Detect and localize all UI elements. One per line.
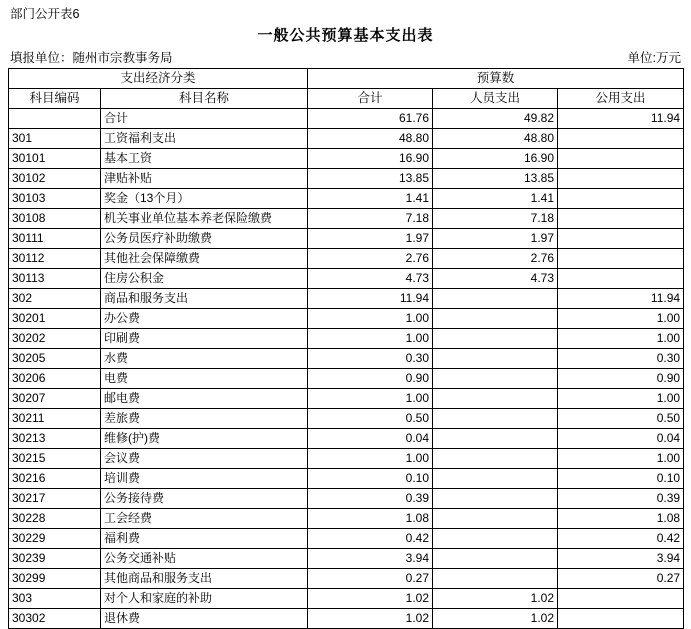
cell-subject-name: 差旅费: [101, 409, 308, 429]
cell-person-expense: [433, 429, 558, 449]
cell-public-expense: 0.90: [558, 369, 684, 389]
cell-code: 30202: [9, 329, 101, 349]
reporting-unit: 填报单位：随州市宗教事务局: [10, 51, 173, 65]
cell-total: 1.00: [308, 389, 433, 409]
cell-public-expense: 0.50: [558, 409, 684, 429]
cell-total: 0.39: [308, 489, 433, 509]
cell-subject-name: 福利费: [101, 529, 308, 549]
group-header-classification: 支出经济分类: [9, 69, 308, 89]
cell-subject-name: 商品和服务支出: [101, 289, 308, 309]
cell-person-expense: [433, 289, 558, 309]
table-row: [9, 189, 684, 209]
table-head: [9, 69, 684, 109]
cell-subject-name: 其他社会保障缴费: [101, 249, 308, 269]
cell-total: 16.90: [308, 149, 433, 169]
cell-total: 2.76: [308, 249, 433, 269]
cell-code: 30112: [9, 249, 101, 269]
cell-total: 0.27: [308, 569, 433, 589]
column-header-public: 公用支出: [558, 89, 684, 109]
table-row: [9, 129, 684, 149]
cell-person-expense: 1.41: [433, 189, 558, 209]
cell-subject-name: 基本工资: [101, 149, 308, 169]
cell-public-expense: 1.00: [558, 389, 684, 409]
cell-person-expense: [433, 569, 558, 589]
cell-subject-name: 办公费: [101, 309, 308, 329]
cell-person-expense: [433, 469, 558, 489]
cell-person-expense: [433, 349, 558, 369]
cell-public-expense: 0.39: [558, 489, 684, 509]
table-row: [9, 349, 684, 369]
cell-public-expense: [558, 249, 684, 269]
cell-total: 0.30: [308, 349, 433, 369]
cell-total: 13.85: [308, 169, 433, 189]
table-row: [9, 549, 684, 569]
cell-person-expense: [433, 369, 558, 389]
cell-code: 30302: [9, 609, 101, 629]
budget-table: [8, 68, 684, 629]
cell-code: 30211: [9, 409, 101, 429]
cell-person-expense: [433, 409, 558, 429]
cell-subject-name: 邮电费: [101, 389, 308, 409]
cell-subject-name: 工会经费: [101, 509, 308, 529]
cell-total: 0.50: [308, 409, 433, 429]
cell-public-expense: 0.42: [558, 529, 684, 549]
cell-public-expense: 0.04: [558, 429, 684, 449]
cell-public-expense: 0.27: [558, 569, 684, 589]
cell-person-expense: 7.18: [433, 209, 558, 229]
cell-code: 30229: [9, 529, 101, 549]
cell-code: 30217: [9, 489, 101, 509]
cell-total: 0.10: [308, 469, 433, 489]
table-row: [9, 229, 684, 249]
cell-public-expense: [558, 229, 684, 249]
cell-public-expense: 0.10: [558, 469, 684, 489]
table-row: [9, 449, 684, 469]
cell-public-expense: 11.94: [558, 109, 684, 129]
table-row: [9, 509, 684, 529]
table-row: [9, 369, 684, 389]
cell-total: 3.94: [308, 549, 433, 569]
cell-public-expense: [558, 129, 684, 149]
cell-code: 30201: [9, 309, 101, 329]
meta-row: [10, 50, 681, 66]
form-code: 部门公开表6: [10, 7, 80, 21]
cell-subject-name: 津贴补贴: [101, 169, 308, 189]
table-row: [9, 309, 684, 329]
cell-public-expense: 0.30: [558, 349, 684, 369]
table-row: [9, 209, 684, 229]
table-row: [9, 389, 684, 409]
cell-person-expense: 16.90: [433, 149, 558, 169]
cell-subject-name: 电费: [101, 369, 308, 389]
cell-total: 1.02: [308, 609, 433, 629]
cell-subject-name: 会议费: [101, 449, 308, 469]
table-row: [9, 589, 684, 609]
cell-subject-name: 水费: [101, 349, 308, 369]
cell-subject-name: 工资福利支出: [101, 129, 308, 149]
cell-person-expense: 49.82: [433, 109, 558, 129]
cell-subject-name: 公务员医疗补助缴费: [101, 229, 308, 249]
table-row: [9, 169, 684, 189]
cell-total: 4.73: [308, 269, 433, 289]
table-row: [9, 489, 684, 509]
cell-code: 303: [9, 589, 101, 609]
cell-person-expense: 4.73: [433, 269, 558, 289]
column-header-person: 人员支出: [433, 89, 558, 109]
table-row: [9, 269, 684, 289]
cell-person-expense: [433, 449, 558, 469]
cell-subject-name: 印刷费: [101, 329, 308, 349]
cell-public-expense: 3.94: [558, 549, 684, 569]
cell-subject-name: 退休费: [101, 609, 308, 629]
cell-code: 30213: [9, 429, 101, 449]
cell-code: [9, 109, 101, 129]
cell-public-expense: [558, 169, 684, 189]
cell-code: 302: [9, 289, 101, 309]
table-row: [9, 289, 684, 309]
cell-total: 0.90: [308, 369, 433, 389]
table-row: [9, 149, 684, 169]
cell-person-expense: [433, 529, 558, 549]
cell-total: 61.76: [308, 109, 433, 129]
table-row: [9, 429, 684, 449]
cell-person-expense: [433, 489, 558, 509]
cell-public-expense: 1.00: [558, 309, 684, 329]
cell-person-expense: [433, 309, 558, 329]
cell-total: 1.02: [308, 589, 433, 609]
cell-public-expense: [558, 209, 684, 229]
cell-code: 30299: [9, 569, 101, 589]
cell-person-expense: [433, 389, 558, 409]
cell-public-expense: 1.00: [558, 329, 684, 349]
cell-person-expense: [433, 549, 558, 569]
cell-public-expense: [558, 149, 684, 169]
cell-total: 1.97: [308, 229, 433, 249]
table-row: [9, 109, 684, 129]
table-row: [9, 609, 684, 629]
cell-code: 30228: [9, 509, 101, 529]
cell-code: 30216: [9, 469, 101, 489]
table-row: [9, 409, 684, 429]
cell-total: 1.08: [308, 509, 433, 529]
cell-subject-name: 维修(护)费: [101, 429, 308, 449]
cell-code: 30206: [9, 369, 101, 389]
cell-subject-name: 合计: [101, 109, 308, 129]
cell-public-expense: 11.94: [558, 289, 684, 309]
cell-public-expense: [558, 269, 684, 289]
table-row: [9, 249, 684, 269]
cell-person-expense: 48.80: [433, 129, 558, 149]
cell-code: 30108: [9, 209, 101, 229]
column-header-name: 科目名称: [101, 89, 308, 109]
cell-public-expense: [558, 589, 684, 609]
cell-code: 30205: [9, 349, 101, 369]
cell-person-expense: [433, 329, 558, 349]
cell-subject-name: 公务接待费: [101, 489, 308, 509]
cell-total: 48.80: [308, 129, 433, 149]
cell-code: 301: [9, 129, 101, 149]
cell-subject-name: 公务交通补贴: [101, 549, 308, 569]
cell-subject-name: 对个人和家庭的补助: [101, 589, 308, 609]
cell-subject-name: 机关事业单位基本养老保险缴费: [101, 209, 308, 229]
cell-person-expense: 1.02: [433, 589, 558, 609]
cell-total: 1.41: [308, 189, 433, 209]
amount-unit: 单位:万元: [627, 51, 681, 65]
table-row: [9, 329, 684, 349]
cell-person-expense: 1.02: [433, 609, 558, 629]
cell-total: 1.00: [308, 329, 433, 349]
column-header-total: 合计: [308, 89, 433, 109]
table-body: [9, 109, 684, 629]
page-title: 一般公共预算基本支出表: [257, 27, 434, 44]
cell-code: 30113: [9, 269, 101, 289]
table-column-header-row: [9, 89, 684, 109]
cell-code: 30239: [9, 549, 101, 569]
cell-person-expense: 1.97: [433, 229, 558, 249]
cell-public-expense: [558, 609, 684, 629]
cell-public-expense: 1.08: [558, 509, 684, 529]
table-group-header-row: [9, 69, 684, 89]
cell-person-expense: 2.76: [433, 249, 558, 269]
cell-code: 30215: [9, 449, 101, 469]
cell-person-expense: [433, 509, 558, 529]
cell-code: 30103: [9, 189, 101, 209]
cell-public-expense: 1.00: [558, 449, 684, 469]
cell-total: 7.18: [308, 209, 433, 229]
group-header-budget: 预算数: [308, 69, 684, 89]
cell-total: 1.00: [308, 309, 433, 329]
table-row: [9, 469, 684, 489]
cell-code: 30102: [9, 169, 101, 189]
cell-code: 30101: [9, 149, 101, 169]
cell-subject-name: 奖金（13个月）: [101, 189, 308, 209]
cell-total: 0.04: [308, 429, 433, 449]
cell-subject-name: 其他商品和服务支出: [101, 569, 308, 589]
cell-person-expense: 13.85: [433, 169, 558, 189]
cell-subject-name: 培训费: [101, 469, 308, 489]
cell-subject-name: 住房公积金: [101, 269, 308, 289]
cell-total: 11.94: [308, 289, 433, 309]
cell-total: 1.00: [308, 449, 433, 469]
cell-total: 0.42: [308, 529, 433, 549]
table-row: [9, 569, 684, 589]
cell-public-expense: [558, 189, 684, 209]
cell-code: 30111: [9, 229, 101, 249]
table-row: [9, 529, 684, 549]
cell-code: 30207: [9, 389, 101, 409]
column-header-code: 科目编码: [9, 89, 101, 109]
